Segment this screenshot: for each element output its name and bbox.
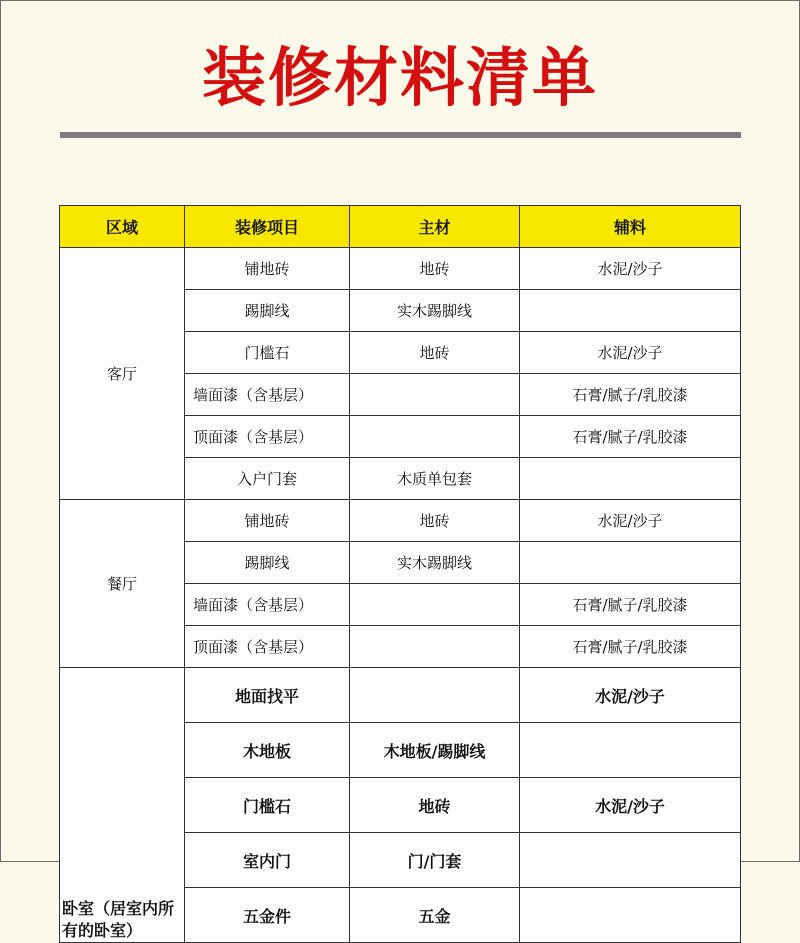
main-cell: 门/门套	[350, 833, 520, 888]
materials-table	[59, 205, 741, 943]
aux-cell	[520, 290, 741, 332]
main-cell: 地砖	[350, 778, 520, 833]
item-cell: 顶面漆（含基层）	[185, 626, 350, 668]
main-cell	[350, 626, 520, 668]
zone-cell: 客厅	[60, 248, 185, 500]
main-cell	[350, 374, 520, 416]
aux-cell	[520, 542, 741, 584]
aux-cell: 石膏/腻子/乳胶漆	[520, 374, 741, 416]
title-divider	[60, 132, 741, 138]
item-cell: 入户门套	[185, 458, 350, 500]
item-cell: 铺地砖	[185, 500, 350, 542]
item-cell: 顶面漆（含基层）	[185, 416, 350, 458]
header-main-material: 主材	[350, 206, 520, 248]
header-aux-material: 辅料	[520, 206, 741, 248]
zone-cell: 餐厅	[60, 500, 185, 668]
aux-cell	[520, 888, 741, 943]
main-cell	[350, 668, 520, 723]
aux-cell: 石膏/腻子/乳胶漆	[520, 626, 741, 668]
aux-cell: 水泥/沙子	[520, 778, 741, 833]
main-cell: 实木踢脚线	[350, 290, 520, 332]
header-zone: 区域	[60, 206, 185, 248]
item-cell: 门槛石	[185, 332, 350, 374]
aux-cell	[520, 723, 741, 778]
main-cell: 地砖	[350, 500, 520, 542]
main-cell	[350, 416, 520, 458]
main-cell: 地砖	[350, 332, 520, 374]
header-item: 装修项目	[185, 206, 350, 248]
page-title: 装修材料清单	[202, 41, 598, 116]
item-cell: 铺地砖	[185, 248, 350, 290]
main-cell: 木质单包套	[350, 458, 520, 500]
aux-cell: 水泥/沙子	[520, 668, 741, 723]
item-cell: 门槛石	[185, 778, 350, 833]
main-cell	[350, 584, 520, 626]
item-cell: 踢脚线	[185, 542, 350, 584]
table-row	[60, 248, 741, 290]
item-cell: 地面找平	[185, 668, 350, 723]
aux-cell: 水泥/沙子	[520, 248, 741, 290]
item-cell: 五金件	[185, 888, 350, 943]
aux-cell: 石膏/腻子/乳胶漆	[520, 416, 741, 458]
item-cell: 踢脚线	[185, 290, 350, 332]
aux-cell	[520, 458, 741, 500]
main-cell: 实木踢脚线	[350, 542, 520, 584]
main-cell: 地砖	[350, 248, 520, 290]
aux-cell: 石膏/腻子/乳胶漆	[520, 584, 741, 626]
item-cell: 墙面漆（含基层）	[185, 374, 350, 416]
aux-cell	[520, 833, 741, 888]
item-cell: 木地板	[185, 723, 350, 778]
zone-cell: 卧室（居室内所有的卧室）	[60, 668, 185, 943]
main-cell: 木地板/踢脚线	[350, 723, 520, 778]
table-row	[60, 668, 741, 723]
aux-cell: 水泥/沙子	[520, 500, 741, 542]
item-cell: 墙面漆（含基层）	[185, 584, 350, 626]
table-row	[60, 500, 741, 542]
table-header-row	[60, 206, 741, 248]
main-cell: 五金	[350, 888, 520, 943]
aux-cell: 水泥/沙子	[520, 332, 741, 374]
item-cell: 室内门	[185, 833, 350, 888]
